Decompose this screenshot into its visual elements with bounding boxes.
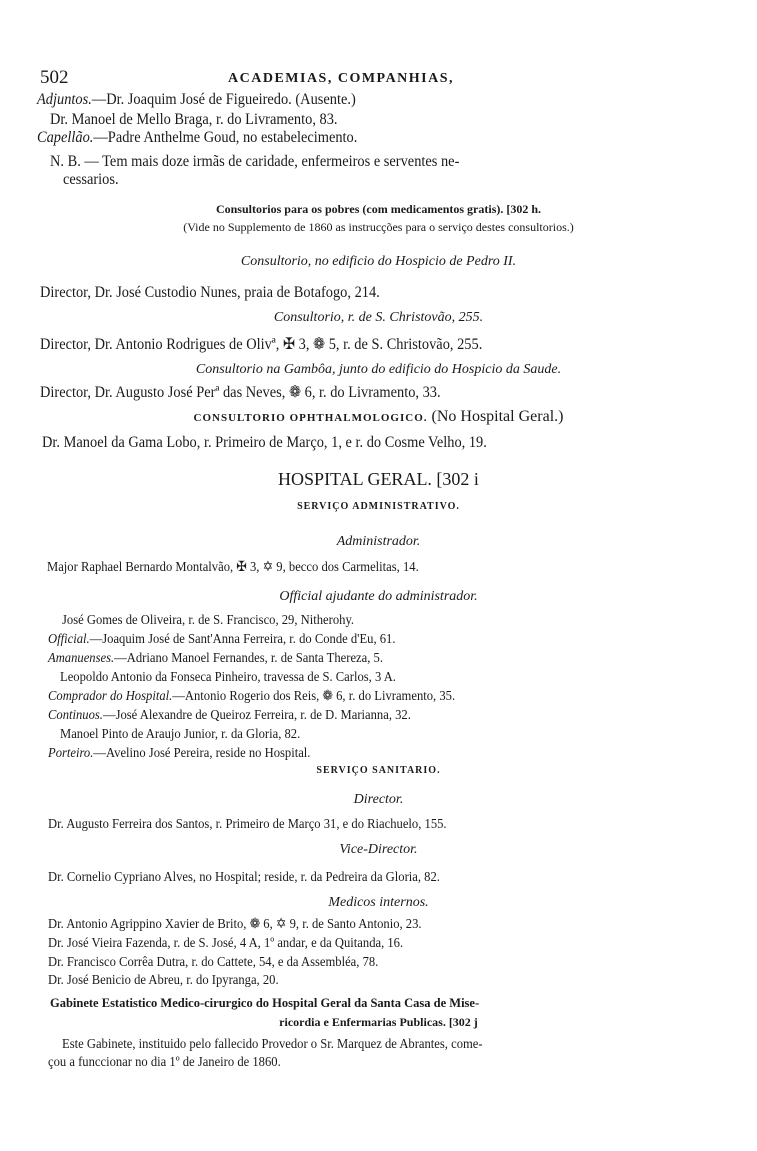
ajudante-label: Official ajudante do administrador. <box>279 589 478 604</box>
porteiro-text: —Avelino José Pereira, reside no Hospital. <box>93 746 311 761</box>
ophthalmologico-location: (No Hospital Geral.) <box>431 408 564 425</box>
porteiro-label: Porteiro. <box>48 746 94 761</box>
amanuenses-label: Amanuenses. <box>48 651 115 666</box>
gabinete-heading-1: Gabinete Estatistico Medico-cirurgico do Hospital Geral da Santa Casa de Mise- <box>50 996 480 1010</box>
consultorios-heading: Consultorios para os pobres (com medicamentos gratis). [302 h. <box>215 202 542 216</box>
ophthalmologico-heading <box>0 408 757 427</box>
nb-line-1: N. B. — Tem mais doze irmãs de caridade, enfermeiros e serventes ne- <box>50 153 460 170</box>
capellao-text: —Padre Anthelme Goud, no estabelecimento. <box>93 129 358 146</box>
ophthalmologico-label: CONSULTORIO OPHTHALMOLOGICO. <box>193 412 428 424</box>
consultorio-director-3: Director, Dr. Augusto José Perª das Neves, ❁ 6, r. do Livramento, 33. <box>40 384 441 401</box>
continuos-line <box>48 707 411 725</box>
director: Dr. Augusto Ferreira dos Santos, r. Primeiro de Março 31, e do Riachuelo, 155. <box>48 817 447 832</box>
continuos-label: Continuos. <box>48 708 103 723</box>
administrador-label: Administrador. <box>336 534 421 549</box>
administrador: Major Raphael Bernardo Montalvão, ✠ 3, ✡ 9, becco dos Carmelitas, 14. <box>47 560 419 575</box>
vice-director: Dr. Cornelio Cypriano Alves, no Hospital; reside, r. da Pedreira da Gloria, 82. <box>48 870 440 885</box>
consultorio-subheading-2: Consultorio, r. de S. Christovão, 255. <box>273 310 484 325</box>
medico-item: Dr. José Benicio de Abreu, r. do Ipyranga, 20. <box>48 973 279 988</box>
consultorios-note: (Vide no Supplemento de 1860 as instrucções para o serviço destes consultorios.) <box>183 220 574 234</box>
consultorio-director-1: Director, Dr. José Custodio Nunes, praia de Botafogo, 214. <box>40 284 380 301</box>
adjuntos-line <box>37 91 356 109</box>
continuos-line-2: Manoel Pinto de Araujo Junior, r. da Gloria, 82. <box>60 727 301 742</box>
porteiro-line <box>48 745 310 763</box>
official-text: —Joaquim José de Sant'Anna Ferreira, r. do Conde d'Eu, 61. <box>89 632 396 647</box>
director-label: Director. <box>353 792 404 807</box>
sanitario-section-heading: SERVIÇO SANITARIO. <box>316 765 441 776</box>
consultorio-subheading-1: Consultorio, no edificio do Hospicio de Pedro II. <box>240 254 517 269</box>
admin-section-heading: SERVIÇO ADMINISTRATIVO. <box>297 501 460 512</box>
medico-item: Dr. Antonio Agrippino Xavier de Brito, ❁ 6, ✡ 9, r. de Santo Antonio, 23. <box>48 917 422 932</box>
amanuenses-line <box>48 650 383 668</box>
medicos-label: Medicos internos. <box>328 895 429 910</box>
capellao-line <box>37 129 357 147</box>
adjuntos-line-2: Dr. Manoel de Mello Braga, r. do Livramento, 83. <box>50 111 338 128</box>
medico-item: Dr. Francisco Corrêa Dutra, r. do Cattete, 54, e da Assembléa, 78. <box>48 955 379 970</box>
official-line <box>48 631 395 649</box>
capellao-label: Capellão. <box>37 129 94 146</box>
amanuenses-line-2: Leopoldo Antonio da Fonseca Pinheiro, travessa de S. Carlos, 3 A. <box>60 670 396 685</box>
comprador-line <box>48 688 455 706</box>
page-number: 502 <box>40 67 69 88</box>
nb-line-2: cessarios. <box>63 171 119 188</box>
adjuntos-label: Adjuntos. <box>37 91 92 108</box>
amanuenses-text: —Adriano Manoel Fernandes, r. de Santa Thereza, 5. <box>114 651 383 666</box>
gabinete-text-2: çou a funccionar no dia 1º de Janeiro de 1860. <box>48 1055 281 1070</box>
comprador-label: Comprador do Hospital. <box>48 689 173 704</box>
gabinete-text-1: Este Gabinete, instituido pelo fallecido Provedor o Sr. Marquez de Abrantes, come- <box>62 1037 483 1052</box>
official-label: Official. <box>48 632 90 647</box>
ophthalmologico-director: Dr. Manoel da Gama Lobo, r. Primeiro de Março, 1, e r. do Cosme Velho, 19. <box>42 434 487 451</box>
medico-item: Dr. José Vieira Fazenda, r. de S. José, 4 A, 1º andar, e da Quitanda, 16. <box>48 936 404 951</box>
vice-director-label: Vice-Director. <box>339 842 418 857</box>
adjuntos-text: —Dr. Joaquim José de Figueiredo. (Ausente.) <box>91 91 356 108</box>
consultorio-director-2: Director, Dr. Antonio Rodrigues de Olivª, ✠ 3, ❁ 5, r. de S. Christovão, 255. <box>40 336 483 353</box>
continuos-text: —José Alexandre de Queiroz Ferreira, r. de D. Marianna, 32. <box>102 708 411 723</box>
consultorio-subheading-3: Consultorio na Gambôa, junto do edificio do Hospicio da Saude. <box>195 362 562 377</box>
running-title: ACADEMIAS, COMPANHIAS, <box>228 71 455 86</box>
gabinete-heading-2: ricordia e Enfermarias Publicas. [302 j <box>279 1015 478 1029</box>
hospital-title: HOSPITAL GERAL. [302 i <box>278 469 479 489</box>
comprador-text: —Antonio Rogerio dos Reis, ❁ 6, r. do Livramento, 35. <box>172 689 456 704</box>
ajudante: José Gomes de Oliveira, r. de S. Francisco, 29, Nitherohy. <box>62 613 355 628</box>
